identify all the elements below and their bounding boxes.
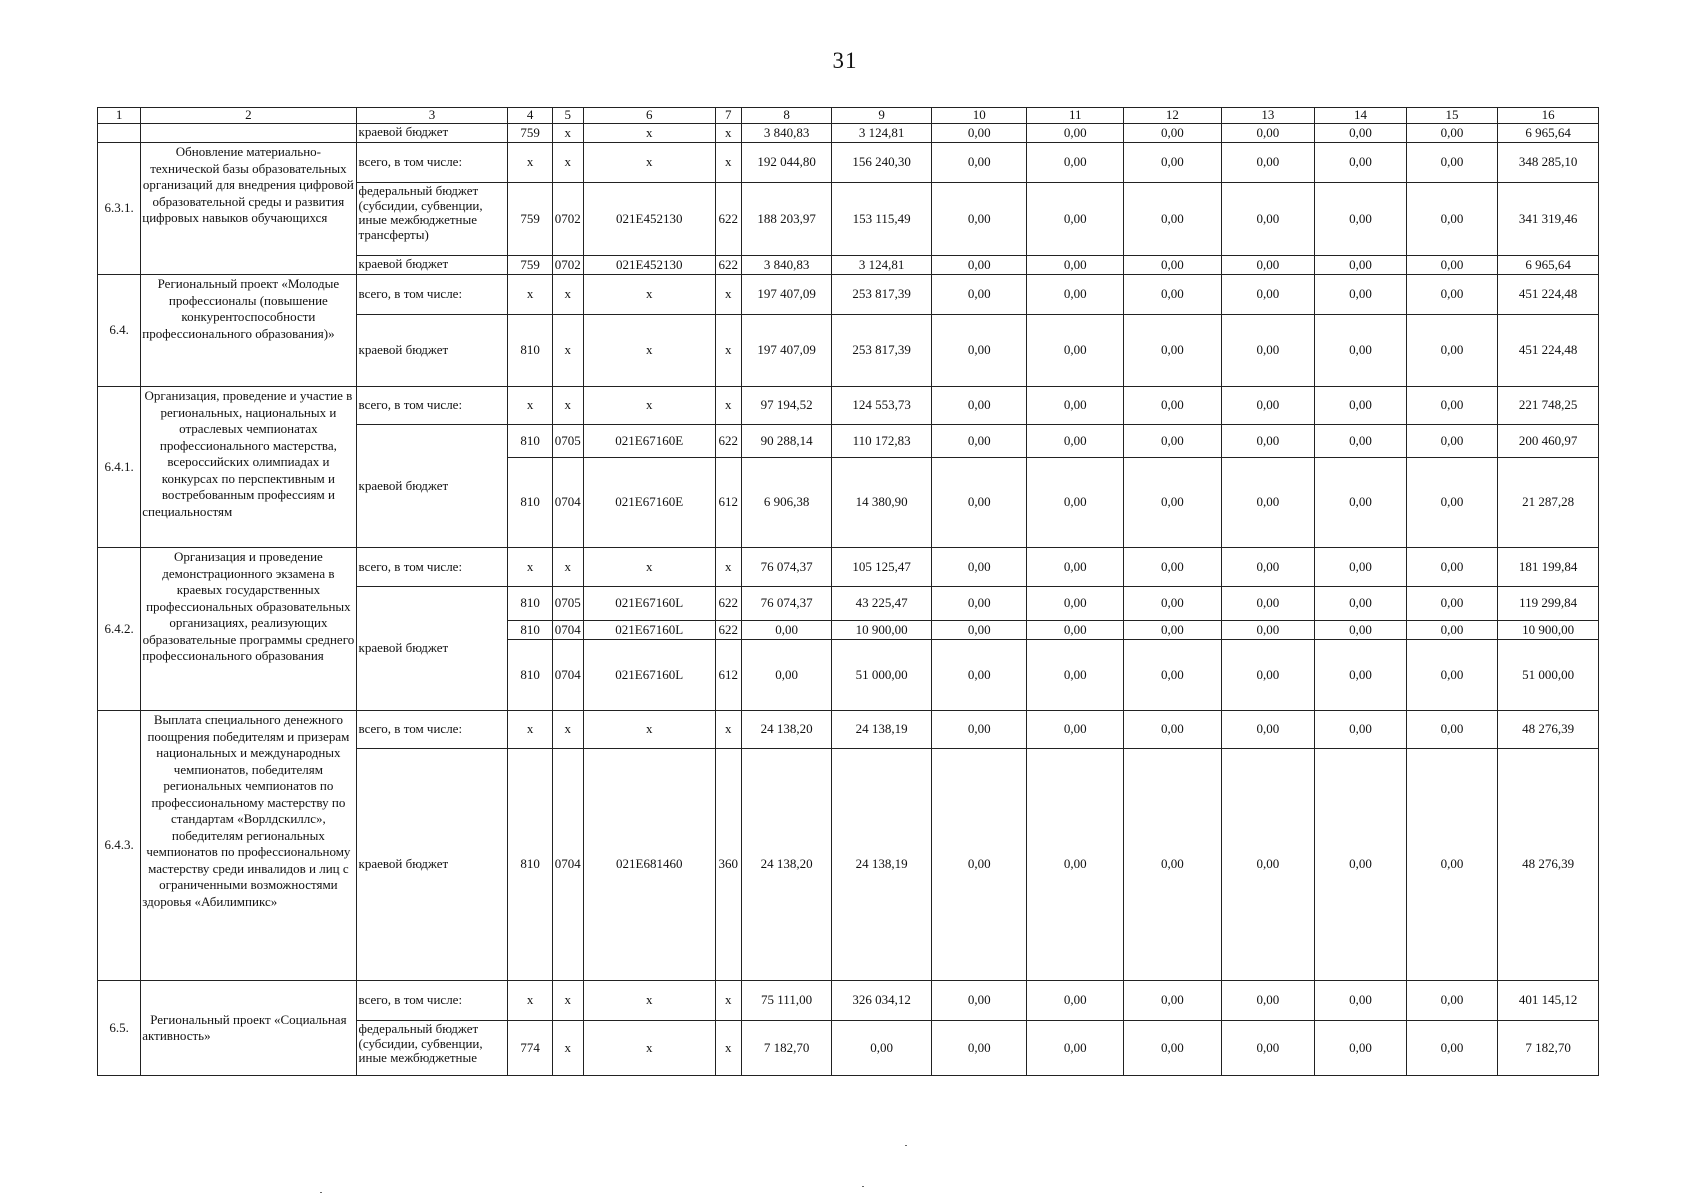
value-cell: 0,00 xyxy=(1027,548,1124,587)
value-cell: 0,00 xyxy=(1124,640,1222,711)
value-cell: 0,00 xyxy=(1406,587,1498,621)
item-number xyxy=(98,124,141,143)
cell: 622 xyxy=(715,183,741,256)
value-cell: 0,00 xyxy=(1221,548,1315,587)
value-cell: 110 172,83 xyxy=(832,425,932,458)
value-cell: 97 194,52 xyxy=(741,387,832,425)
cell: x xyxy=(583,711,715,749)
value-cell: 0,00 xyxy=(1027,387,1124,425)
cell: x xyxy=(583,548,715,587)
cell: x xyxy=(715,124,741,143)
cell: 622 xyxy=(715,587,741,621)
value-cell: 14 380,90 xyxy=(832,458,932,548)
value-cell: 0,00 xyxy=(931,587,1027,621)
total-cell: 21 287,28 xyxy=(1498,458,1599,548)
cell: x xyxy=(715,981,741,1021)
value-cell: 0,00 xyxy=(1315,587,1407,621)
scan-speck xyxy=(320,1192,322,1193)
value-cell: 0,00 xyxy=(931,315,1027,387)
value-cell: 0,00 xyxy=(1315,1021,1407,1076)
cell: 360 xyxy=(715,749,741,981)
cell: x xyxy=(583,143,715,183)
value-cell: 0,00 xyxy=(1221,143,1315,183)
item-number: 6.4. xyxy=(98,275,141,387)
value-cell: 90 288,14 xyxy=(741,425,832,458)
value-cell: 0,00 xyxy=(1027,275,1124,315)
header-cell: 4 xyxy=(508,108,552,124)
cell: 021E67160L xyxy=(583,621,715,640)
value-cell: 6 906,38 xyxy=(741,458,832,548)
value-cell: 0,00 xyxy=(1221,458,1315,548)
value-cell: 0,00 xyxy=(1315,711,1407,749)
cell: 774 xyxy=(508,1021,552,1076)
header-cell: 3 xyxy=(356,108,508,124)
value-cell: 75 111,00 xyxy=(741,981,832,1021)
cell: 622 xyxy=(715,425,741,458)
value-cell: 0,00 xyxy=(1315,275,1407,315)
value-cell: 0,00 xyxy=(1315,183,1407,256)
value-cell: 0,00 xyxy=(1027,256,1124,275)
value-cell: 0,00 xyxy=(1315,640,1407,711)
total-cell: 451 224,48 xyxy=(1498,275,1599,315)
item-name: Выплата специального денежного поощрения победителям и призерам национальных и международных чемпионатов, победителям региональных чемпионатов по профессиональному мастерству по стандартам «Ворлдскиллс», победителям региональных чемпионатов по профессиональному мастерству среди инвалидов и лиц с ограниченными возможностями здоровья «Абилимпикс» xyxy=(141,711,356,981)
value-cell: 0,00 xyxy=(1315,143,1407,183)
cell: 810 xyxy=(508,640,552,711)
value-cell: 0,00 xyxy=(1221,621,1315,640)
item-name: Региональный проект «Молодые профессионалы (повышение конкурентоспособности профессионального образования)» xyxy=(141,275,356,387)
cell: 759 xyxy=(508,256,552,275)
value-cell: 0,00 xyxy=(1124,387,1222,425)
value-cell: 0,00 xyxy=(1124,749,1222,981)
cell: 622 xyxy=(715,621,741,640)
value-cell: 0,00 xyxy=(1406,621,1498,640)
value-cell: 24 138,19 xyxy=(832,749,932,981)
cell: x xyxy=(552,275,583,315)
item-number: 6.3.1. xyxy=(98,143,141,275)
cell: x xyxy=(715,315,741,387)
value-cell: 0,00 xyxy=(1124,548,1222,587)
value-cell: 0,00 xyxy=(931,548,1027,587)
value-cell: 326 034,12 xyxy=(832,981,932,1021)
value-cell: 0,00 xyxy=(1406,256,1498,275)
table-row xyxy=(98,143,1599,183)
value-cell: 3 840,83 xyxy=(741,124,832,143)
value-cell: 0,00 xyxy=(1027,425,1124,458)
value-cell: 0,00 xyxy=(1315,548,1407,587)
cell: x xyxy=(583,1021,715,1076)
funding-source: всего, в том числе: xyxy=(356,981,508,1021)
funding-source: краевой бюджет xyxy=(356,315,508,387)
funding-source: всего, в том числе: xyxy=(356,711,508,749)
value-cell: 10 900,00 xyxy=(832,621,932,640)
value-cell: 0,00 xyxy=(1315,124,1407,143)
value-cell: 0,00 xyxy=(1406,124,1498,143)
value-cell: 0,00 xyxy=(931,640,1027,711)
cell: 810 xyxy=(508,587,552,621)
header-cell: 16 xyxy=(1498,108,1599,124)
value-cell: 0,00 xyxy=(931,143,1027,183)
table-row xyxy=(98,387,1599,425)
value-cell: 0,00 xyxy=(1221,387,1315,425)
value-cell: 3 124,81 xyxy=(832,124,932,143)
value-cell: 0,00 xyxy=(1406,143,1498,183)
value-cell: 0,00 xyxy=(1027,143,1124,183)
total-cell: 451 224,48 xyxy=(1498,315,1599,387)
cell: 759 xyxy=(508,183,552,256)
header-cell: 14 xyxy=(1315,108,1407,124)
cell: 622 xyxy=(715,256,741,275)
value-cell: 0,00 xyxy=(1221,425,1315,458)
cell: 021E452130 xyxy=(583,256,715,275)
value-cell: 0,00 xyxy=(1124,124,1222,143)
header-cell: 11 xyxy=(1027,108,1124,124)
value-cell: 0,00 xyxy=(931,621,1027,640)
funding-source: краевой бюджет xyxy=(356,256,508,275)
item-name: Региональный проект «Социальная активность» xyxy=(141,981,356,1076)
value-cell: 0,00 xyxy=(1406,711,1498,749)
cell: 612 xyxy=(715,458,741,548)
cell: 021E67160E xyxy=(583,458,715,548)
value-cell: 253 817,39 xyxy=(832,275,932,315)
cell: 021E67160E xyxy=(583,425,715,458)
value-cell: 0,00 xyxy=(1221,183,1315,256)
cell: 0704 xyxy=(552,621,583,640)
value-cell: 0,00 xyxy=(931,458,1027,548)
value-cell: 0,00 xyxy=(1124,256,1222,275)
value-cell: 0,00 xyxy=(1406,183,1498,256)
value-cell: 0,00 xyxy=(1221,256,1315,275)
value-cell: 0,00 xyxy=(1315,749,1407,981)
value-cell: 197 407,09 xyxy=(741,315,832,387)
table-row xyxy=(98,548,1599,587)
total-cell: 221 748,25 xyxy=(1498,387,1599,425)
total-cell: 348 285,10 xyxy=(1498,143,1599,183)
total-cell: 6 965,64 xyxy=(1498,256,1599,275)
cell: x xyxy=(508,275,552,315)
value-cell: 197 407,09 xyxy=(741,275,832,315)
item-number: 6.4.1. xyxy=(98,387,141,548)
cell: 0704 xyxy=(552,640,583,711)
cell: 612 xyxy=(715,640,741,711)
cell: x xyxy=(552,1021,583,1076)
value-cell: 0,00 xyxy=(1124,458,1222,548)
value-cell: 0,00 xyxy=(1406,1021,1498,1076)
value-cell: 0,00 xyxy=(931,1021,1027,1076)
item-number: 6.4.3. xyxy=(98,711,141,981)
value-cell: 0,00 xyxy=(1221,587,1315,621)
cell: 810 xyxy=(508,621,552,640)
cell: x xyxy=(583,981,715,1021)
total-cell: 6 965,64 xyxy=(1498,124,1599,143)
cell: 810 xyxy=(508,425,552,458)
value-cell: 0,00 xyxy=(1027,587,1124,621)
value-cell: 0,00 xyxy=(931,711,1027,749)
header-cell: 12 xyxy=(1124,108,1222,124)
value-cell: 0,00 xyxy=(741,621,832,640)
cell: x xyxy=(552,143,583,183)
value-cell: 0,00 xyxy=(832,1021,932,1076)
funding-source: всего, в том числе: xyxy=(356,143,508,183)
value-cell: 0,00 xyxy=(1406,425,1498,458)
value-cell: 0,00 xyxy=(1221,124,1315,143)
value-cell: 0,00 xyxy=(931,749,1027,981)
cell: x xyxy=(715,711,741,749)
value-cell: 0,00 xyxy=(1124,143,1222,183)
value-cell: 0,00 xyxy=(1124,1021,1222,1076)
funding-source: федеральный бюджет (субсидии, субвенции, иные межбюджетные xyxy=(356,1021,508,1076)
value-cell: 0,00 xyxy=(1221,1021,1315,1076)
value-cell: 0,00 xyxy=(1124,587,1222,621)
item-number: 6.5. xyxy=(98,981,141,1076)
total-cell: 401 145,12 xyxy=(1498,981,1599,1021)
value-cell: 24 138,19 xyxy=(832,711,932,749)
value-cell: 0,00 xyxy=(1315,425,1407,458)
value-cell: 0,00 xyxy=(1124,621,1222,640)
value-cell: 0,00 xyxy=(1221,749,1315,981)
total-cell: 51 000,00 xyxy=(1498,640,1599,711)
table-row xyxy=(98,711,1599,749)
funding-source: федеральный бюджет (субсидии, субвенции, иные межбюджетные трансферты) xyxy=(356,183,508,256)
cell: 021E681460 xyxy=(583,749,715,981)
value-cell: 51 000,00 xyxy=(832,640,932,711)
cell: x xyxy=(583,124,715,143)
budget-table xyxy=(97,107,1599,1076)
item-name: Обновление материально-технической базы образовательных организаций для внедрения цифровой образовательной среды и развития цифровых навыков обучающихся xyxy=(141,143,356,275)
cell: x xyxy=(508,711,552,749)
value-cell: 0,00 xyxy=(1124,315,1222,387)
value-cell: 0,00 xyxy=(1124,425,1222,458)
item-name: Организация и проведение демонстрационного экзамена в краевых государственных профессиональных образовательных организациях, реализующих образовательные программы среднего профессионального образования xyxy=(141,548,356,711)
value-cell: 0,00 xyxy=(931,387,1027,425)
value-cell: 3 840,83 xyxy=(741,256,832,275)
value-cell: 0,00 xyxy=(931,183,1027,256)
cell: x xyxy=(552,548,583,587)
cell: 021E452130 xyxy=(583,183,715,256)
cell: 0702 xyxy=(552,256,583,275)
header-cell: 2 xyxy=(141,108,356,124)
cell: 810 xyxy=(508,315,552,387)
value-cell: 0,00 xyxy=(1406,981,1498,1021)
cell: 810 xyxy=(508,458,552,548)
total-cell: 48 276,39 xyxy=(1498,711,1599,749)
value-cell: 0,00 xyxy=(1406,387,1498,425)
cell: x xyxy=(552,124,583,143)
value-cell: 0,00 xyxy=(931,256,1027,275)
header-cell: 6 xyxy=(583,108,715,124)
funding-source: всего, в том числе: xyxy=(356,275,508,315)
header-cell: 5 xyxy=(552,108,583,124)
item-name: Организация, проведение и участие в региональных, национальных и отраслевых чемпионатах профессионального мастерства, всероссийских олимпиадах и конкурсах по перспективным и востребованным профессиям и специальностям xyxy=(141,387,356,548)
value-cell: 0,00 xyxy=(1124,183,1222,256)
cell: x xyxy=(552,387,583,425)
cell: 0704 xyxy=(552,458,583,548)
cell: x xyxy=(552,711,583,749)
value-cell: 7 182,70 xyxy=(741,1021,832,1076)
value-cell: 0,00 xyxy=(1221,315,1315,387)
cell: x xyxy=(583,315,715,387)
value-cell: 192 044,80 xyxy=(741,143,832,183)
table-row xyxy=(98,981,1599,1021)
value-cell: 0,00 xyxy=(1406,548,1498,587)
total-cell: 341 319,46 xyxy=(1498,183,1599,256)
total-cell: 7 182,70 xyxy=(1498,1021,1599,1076)
cell: x xyxy=(715,387,741,425)
total-cell: 200 460,97 xyxy=(1498,425,1599,458)
value-cell: 0,00 xyxy=(1315,458,1407,548)
cell: x xyxy=(508,981,552,1021)
cell: x xyxy=(508,548,552,587)
cell: x xyxy=(552,315,583,387)
cell: 0705 xyxy=(552,425,583,458)
value-cell: 0,00 xyxy=(1315,315,1407,387)
value-cell: 0,00 xyxy=(1027,981,1124,1021)
item-name xyxy=(141,124,356,143)
value-cell: 76 074,37 xyxy=(741,548,832,587)
value-cell: 0,00 xyxy=(1406,275,1498,315)
cell: x xyxy=(715,548,741,587)
header-cell: 13 xyxy=(1221,108,1315,124)
value-cell: 43 225,47 xyxy=(832,587,932,621)
cell: 0704 xyxy=(552,749,583,981)
value-cell: 24 138,20 xyxy=(741,711,832,749)
header-cell: 1 xyxy=(98,108,141,124)
cell: x xyxy=(508,143,552,183)
total-cell: 48 276,39 xyxy=(1498,749,1599,981)
value-cell: 0,00 xyxy=(1027,458,1124,548)
value-cell: 0,00 xyxy=(1027,315,1124,387)
value-cell: 0,00 xyxy=(931,124,1027,143)
table-row xyxy=(98,124,1599,143)
cell: x xyxy=(715,1021,741,1076)
value-cell: 153 115,49 xyxy=(832,183,932,256)
total-cell: 10 900,00 xyxy=(1498,621,1599,640)
value-cell: 0,00 xyxy=(1315,256,1407,275)
cell: x xyxy=(715,143,741,183)
value-cell: 0,00 xyxy=(1315,387,1407,425)
cell: 021E67160L xyxy=(583,587,715,621)
value-cell: 0,00 xyxy=(1315,981,1407,1021)
funding-source: краевой бюджет xyxy=(356,587,508,711)
value-cell: 0,00 xyxy=(931,425,1027,458)
value-cell: 0,00 xyxy=(1027,621,1124,640)
value-cell: 24 138,20 xyxy=(741,749,832,981)
value-cell: 0,00 xyxy=(1406,640,1498,711)
value-cell: 76 074,37 xyxy=(741,587,832,621)
header-cell: 10 xyxy=(931,108,1027,124)
cell: 0705 xyxy=(552,587,583,621)
value-cell: 0,00 xyxy=(1027,124,1124,143)
cell: 021E67160L xyxy=(583,640,715,711)
value-cell: 156 240,30 xyxy=(832,143,932,183)
value-cell: 0,00 xyxy=(1027,1021,1124,1076)
value-cell: 0,00 xyxy=(931,981,1027,1021)
cell: x xyxy=(715,275,741,315)
item-number: 6.4.2. xyxy=(98,548,141,711)
cell: x xyxy=(508,387,552,425)
value-cell: 0,00 xyxy=(1221,981,1315,1021)
value-cell: 0,00 xyxy=(1027,711,1124,749)
value-cell: 0,00 xyxy=(741,640,832,711)
value-cell: 0,00 xyxy=(1221,711,1315,749)
value-cell: 0,00 xyxy=(1027,183,1124,256)
funding-source: всего, в том числе: xyxy=(356,548,508,587)
value-cell: 0,00 xyxy=(1406,749,1498,981)
value-cell: 0,00 xyxy=(1124,711,1222,749)
funding-source: всего, в том числе: xyxy=(356,387,508,425)
total-cell: 119 299,84 xyxy=(1498,587,1599,621)
funding-source: краевой бюджет xyxy=(356,749,508,981)
value-cell: 0,00 xyxy=(1221,640,1315,711)
cell: 0702 xyxy=(552,183,583,256)
value-cell: 0,00 xyxy=(1221,275,1315,315)
value-cell: 0,00 xyxy=(931,275,1027,315)
scan-speck xyxy=(862,1186,864,1187)
value-cell: 188 203,97 xyxy=(741,183,832,256)
header-cell: 7 xyxy=(715,108,741,124)
value-cell: 0,00 xyxy=(1124,981,1222,1021)
cell: 759 xyxy=(508,124,552,143)
header-row xyxy=(98,108,1599,124)
value-cell: 0,00 xyxy=(1406,458,1498,548)
total-cell: 181 199,84 xyxy=(1498,548,1599,587)
table-row xyxy=(98,275,1599,315)
value-cell: 124 553,73 xyxy=(832,387,932,425)
value-cell: 253 817,39 xyxy=(832,315,932,387)
funding-source: краевой бюджет xyxy=(356,124,508,143)
value-cell: 3 124,81 xyxy=(832,256,932,275)
funding-source: краевой бюджет xyxy=(356,425,508,548)
value-cell: 105 125,47 xyxy=(832,548,932,587)
cell: x xyxy=(552,981,583,1021)
cell: 810 xyxy=(508,749,552,981)
scan-speck xyxy=(905,1145,907,1146)
cell: x xyxy=(583,387,715,425)
value-cell: 0,00 xyxy=(1027,749,1124,981)
value-cell: 0,00 xyxy=(1315,621,1407,640)
cell: x xyxy=(583,275,715,315)
value-cell: 0,00 xyxy=(1027,640,1124,711)
value-cell: 0,00 xyxy=(1406,315,1498,387)
header-cell: 15 xyxy=(1406,108,1498,124)
page-number: 31 xyxy=(832,48,858,73)
value-cell: 0,00 xyxy=(1124,275,1222,315)
header-cell: 8 xyxy=(741,108,832,124)
header-cell: 9 xyxy=(832,108,932,124)
